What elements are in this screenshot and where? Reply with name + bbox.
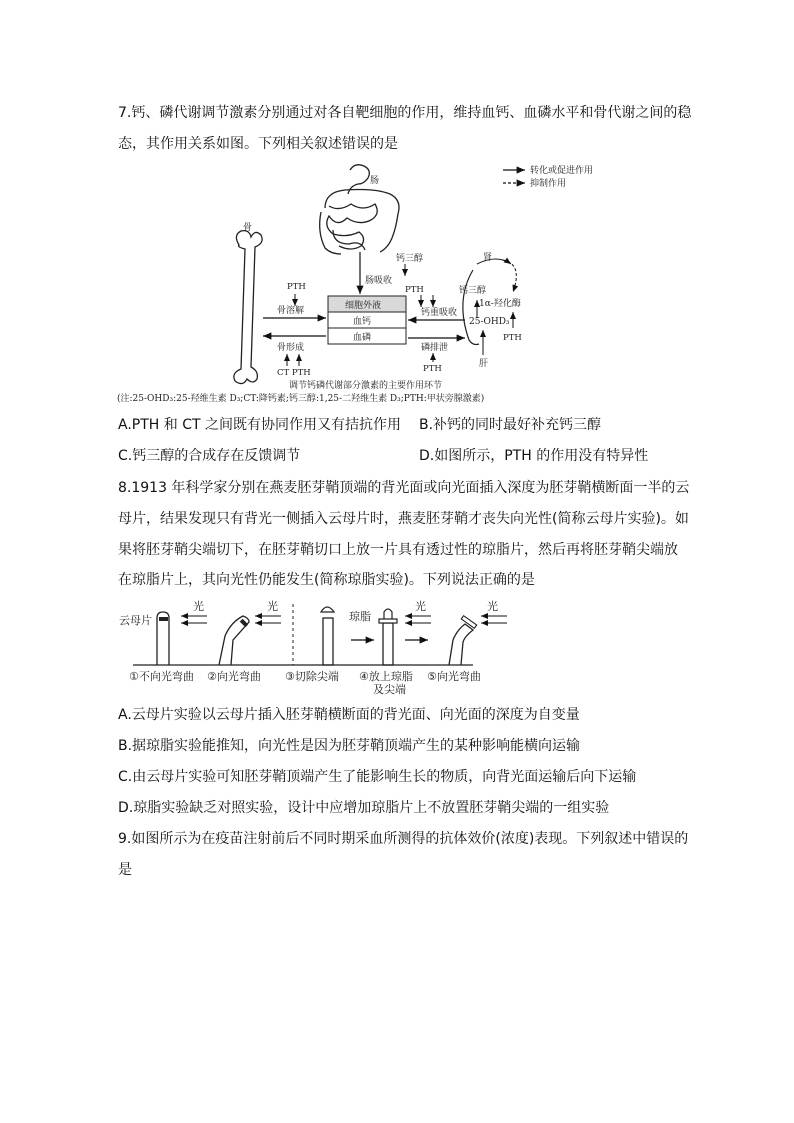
tip-on-agar: [384, 609, 392, 619]
q8-option-d: D.琼脂实验缺乏对照实验，设计中应增加琼脂片上不放置胚芽鞘尖端的一组实验: [118, 800, 610, 816]
q8-stem-line2: 母片，结果发现只有背光一侧插入云母片时，燕麦胚芽鞘才丧失向光性(简称云母片实验)。如: [118, 511, 689, 527]
step-3-label: ③切除尖端: [285, 670, 339, 683]
bone-label: 骨: [243, 223, 253, 233]
step-4-label-line2: 及尖端: [373, 683, 406, 696]
q9-stem-line2: 是: [118, 862, 132, 878]
hydroxylase-label: 1α-羟化酶: [479, 299, 521, 309]
calcitriol-top-label: 钙三醇: [396, 254, 424, 264]
light-label-1: 光: [193, 600, 204, 613]
liver-label: 肝: [479, 359, 489, 369]
light-label-4: 光: [487, 600, 498, 613]
mica-label: 云母片: [119, 614, 152, 627]
pth-kidney-label: PTH: [405, 285, 424, 295]
ca-reabsorption-label: 钙重吸收: [421, 308, 458, 318]
step-4-label: ④放上琼脂: [359, 670, 413, 683]
mica-sheet-2: [240, 619, 248, 627]
p-excretion-label: 磷排泄: [421, 343, 449, 353]
bone-illustration: [234, 231, 262, 384]
q8-stem-line1: 8.1913 年科学家分别在燕麦胚芽鞘顶端的背光面或向光面插入深度为胚芽鞘横断面一半的云: [118, 480, 690, 496]
feedback-inhibit-arrow: [503, 260, 516, 292]
light-label-3: 光: [415, 600, 426, 613]
q8-option-b: B.据琼脂实验能推知，向光性是因为胚芽鞘顶端产生的某种影响能横向运输: [118, 738, 581, 754]
box-calcium-label: 血钙: [353, 317, 372, 327]
q7-option-a: A.PTH 和 CT 之间既有协同作用又有拮抗作用: [118, 417, 401, 433]
bone-formation-label: 骨形成: [277, 343, 305, 353]
q8-stem-line3: 果将胚芽鞘尖端切下，在胚芽鞘切口上放一片具有透过性的琼脂片，然后再将胚芽鞘尖端放: [118, 542, 678, 558]
coleoptile-3: [323, 618, 333, 665]
cut-tip: [321, 607, 334, 612]
q8-option-a: A.云母片实验以云母片插入胚芽鞘横断面的背光面、向光面的深度为自变量: [118, 707, 580, 723]
calcitriol-kidney-label: 钙三醇: [459, 286, 487, 296]
agar-label: 琼脂: [349, 610, 371, 623]
q8-option-c: C.由云母片实验可知胚芽鞘顶端产生了能影响生长的物质，向背光面运输后向下运输: [118, 769, 637, 785]
q7-option-b: B.补钙的同时最好补充钙三醇: [419, 417, 602, 433]
legend-promote-label: 转化或促进作用: [530, 166, 594, 176]
coleoptile-5: [449, 624, 473, 665]
intestine-illustration: [320, 165, 399, 254]
step-2-label: ②向光弯曲: [207, 670, 261, 683]
box-ecf-label: 细胞外液: [345, 301, 382, 311]
pth-right-label: PTH: [503, 333, 522, 343]
ohd3-label: 25-OHD₃: [469, 317, 510, 327]
q7-stem-line1: 7.钙、磷代谢调节激素分别通过对各自靶细胞的作用，维持血钙、血磷水平和骨代谢之间的稳: [118, 105, 692, 121]
q7-figure-note: (注:25-OHD₃:25-羟维生素 D₃;CT:降钙素;钙三醇:1,25-二羟维生素 D₃;PTH:甲状旁腺激素): [117, 394, 485, 404]
pth-left-label: PTH: [287, 282, 306, 292]
q9-stem-line1: 9.如图所示为在疫苗注射前后不同时期采血所测得的抗体效价(浓度)表现。下列叙述中错误的: [118, 831, 689, 847]
q8-stem-line4: 在琼脂片上，其向光性仍能发生(简称琼脂实验)。下列说法正确的是: [118, 572, 535, 588]
coleoptile-4: [383, 623, 393, 665]
box-phosphate-label: 血磷: [353, 333, 372, 343]
intestine-label: 肠: [370, 176, 380, 186]
legend-inhibit-label: 抑制作用: [530, 179, 567, 189]
agar-block: [379, 619, 397, 623]
q8-figure: [115, 596, 515, 696]
step-1-label: ①不向光弯曲: [129, 670, 194, 683]
q7-option-d: D.如图所示，PTH 的作用没有特异性: [419, 448, 649, 464]
bone-resorption-label: 骨溶解: [277, 306, 305, 316]
kidney-label: 肾: [483, 253, 493, 263]
light-label-2: 光: [267, 600, 278, 613]
intestinal-absorption-label: 肠吸收: [365, 276, 393, 286]
q7-stem-line2: 态，其作用关系如图。下列相关叙述错误的是: [118, 136, 398, 152]
q7-option-c: C.钙三醇的合成存在反馈调节: [118, 448, 301, 464]
q7-figure: [117, 160, 625, 405]
q7-figure-caption: 调节钙磷代谢部分激素的主要作用环节: [289, 381, 443, 391]
mica-sheet: [159, 617, 168, 621]
ct-pth-label: CT PTH: [277, 368, 311, 378]
step-5-label: ⑤向光弯曲: [427, 670, 481, 683]
pth-bottom-label: PTH: [423, 364, 442, 374]
